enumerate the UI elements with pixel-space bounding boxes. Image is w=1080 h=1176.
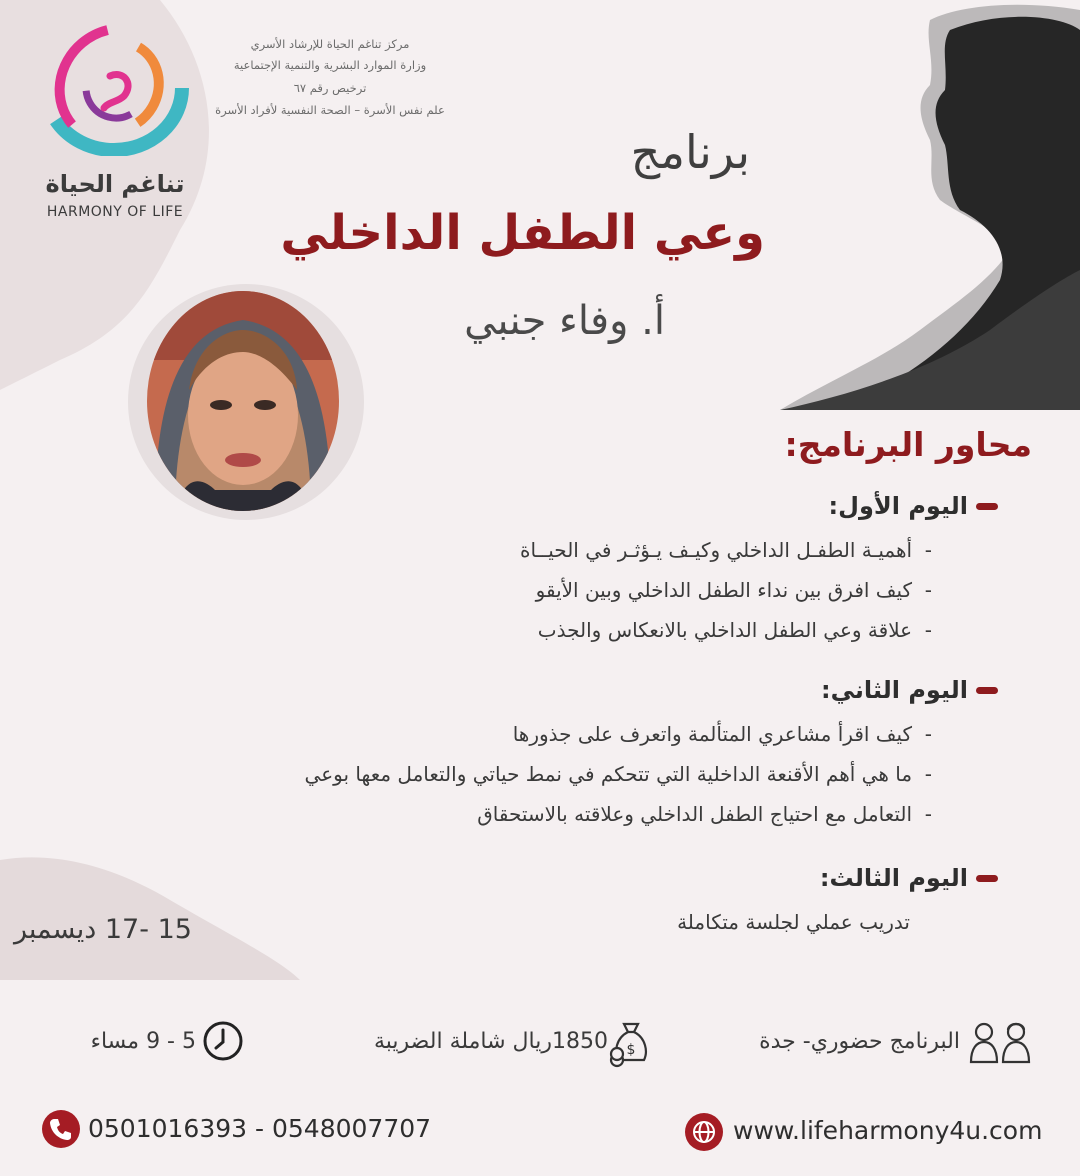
svg-text:$: $ — [626, 1042, 636, 1058]
program-label: برنامج — [630, 125, 750, 179]
list-item: - التعامل مع احتياج الطفل الداخلي وعلاقته بالاستحقاق — [477, 802, 932, 826]
day-title-text: اليوم الأول: — [828, 492, 968, 520]
day-title-text: اليوم الثالث: — [819, 864, 968, 892]
org-line: وزارة الموارد البشرية والتنمية الإجتماعية — [233, 58, 427, 72]
org-line: ترخيص رقم ٦٧ — [293, 81, 367, 95]
bullet-marker — [976, 875, 998, 882]
location-text: البرنامج حضوري- جدة — [759, 1029, 960, 1054]
presenter-photo — [145, 290, 341, 512]
day-three-text: تدريب عملي لجلسة متكاملة — [677, 910, 910, 934]
harmony-logo — [38, 16, 193, 156]
price-text: 1850ريال شاملة الضريبة — [373, 1029, 608, 1054]
axes-heading: محاور البرنامج: — [784, 425, 1032, 464]
website-link[interactable]: www.lifeharmony4u.com — [733, 1116, 1043, 1145]
day-title-text: اليوم الثاني: — [821, 676, 968, 704]
program-title: وعي الطفل الداخلي — [280, 205, 765, 261]
day-title — [821, 676, 998, 704]
bullet-marker — [976, 687, 998, 694]
list-item: - كيف اقرأ مشاعري المتألمة واتعرف على جذورها — [512, 722, 932, 746]
program-dates: 15 -17 ديسمبر — [14, 914, 192, 945]
org-line: مركز تناغم الحياة للإرشاد الأسري — [250, 37, 410, 51]
list-item: - أهميـة الطفـل الداخلي وكيـف يـؤثـر في الحيــاة — [519, 538, 932, 562]
clock-icon — [202, 1020, 244, 1062]
phone-numbers[interactable]: 0501016393 - 0548007707 — [88, 1114, 432, 1143]
list-item: - علاقة وعي الطفل الداخلي بالانعكاس والجذب — [537, 618, 932, 642]
brand-name-ar: تناغم الحياة — [45, 170, 185, 198]
globe-icon — [685, 1113, 723, 1151]
bullet-marker — [976, 503, 998, 510]
brand-name-en: HARMONY OF LIFE — [46, 204, 184, 220]
time-text: 5 - 9 مساء — [90, 1029, 196, 1054]
phone-icon — [42, 1110, 80, 1148]
people-icon — [968, 1018, 1032, 1064]
list-item: - كيف افرق بين نداء الطفل الداخلي وبين الأيقو — [535, 578, 932, 602]
day-title — [829, 492, 998, 520]
money-bag-icon — [608, 1016, 654, 1068]
presenter-name: أ. وفاء جنبي — [464, 298, 665, 344]
org-line: علم نفس الأسرة – الصحة النفسية لأفراد الأسرة — [215, 103, 445, 117]
day-title — [820, 864, 998, 892]
list-item: - ما هي أهم الأقنعة الداخلية التي تتحكم في نمط حياتي والتعامل معها بوعي — [304, 762, 932, 786]
